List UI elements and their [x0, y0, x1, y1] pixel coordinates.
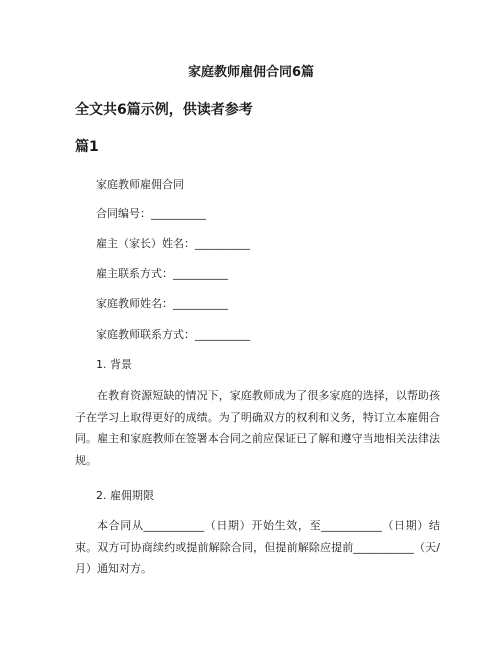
employer-contact-line: 雇主联系方式：__________ — [96, 267, 228, 280]
contract-number-line: 合同编号：__________ — [96, 207, 206, 220]
document-subtitle: 全文共6篇示例，供读者参考 — [75, 102, 253, 118]
employer-name-line: 雇主（家长）姓名：__________ — [96, 237, 250, 250]
tutor-contact-line: 家庭教师联系方式：__________ — [96, 328, 250, 341]
background-heading: 1. 背景 — [96, 358, 132, 371]
tutor-name-line: 家庭教师姓名：__________ — [96, 297, 228, 310]
term-paragraph: 本合同从___________（日期）开始生效，至___________（日期）结束。双方可协商续约或提前解除合同，但提前解除应提前___________（天/月）通知对方。 — [75, 519, 440, 575]
term-heading: 2. 雇佣期限 — [96, 489, 154, 502]
document-title: 家庭教师雇佣合同6篇 — [187, 65, 315, 80]
background-paragraph: 在教育资源短缺的情况下，家庭教师成为了很多家庭的选择，以帮助孩子在学习上取得更好的成绩。为了明确双方的权利和义务，特订立本雇佣合同。雇主和家庭教师在签署本合同之前应保证已了解和遵守当地相关法律法规。 — [75, 389, 440, 467]
contract-name-line: 家庭教师雇佣合同 — [96, 178, 184, 191]
section-heading: 篇1 — [75, 139, 99, 155]
